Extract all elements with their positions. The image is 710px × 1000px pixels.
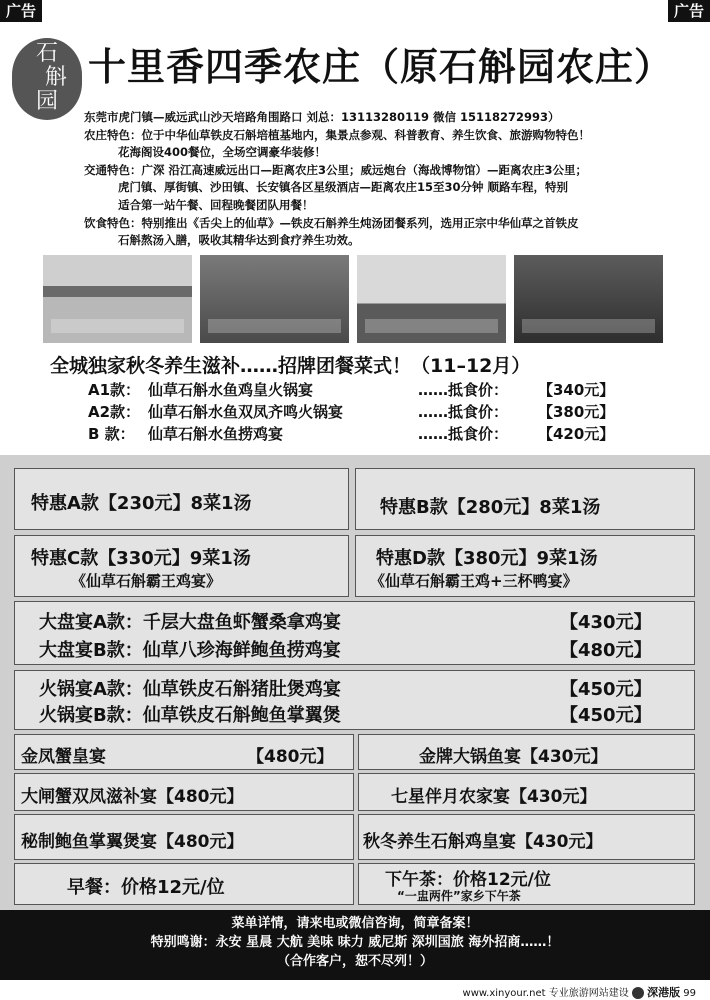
menu-title: 火锅宴B款：仙草铁皮石斛鲍鱼掌翼煲	[39, 705, 341, 726]
set-label: ……抵食价：	[418, 425, 509, 443]
ad-tag-right: 广告	[668, 0, 710, 22]
menu-subtitle: “一盅两件”家乡下午茶	[397, 889, 521, 903]
address: 东莞市虎门镇—威远武山沙天培路角围路口 刘总：13113280119 微信 15118272993）	[84, 110, 560, 124]
traffic-line: 交通特色：广深 沿江高速威远出口—距离农庄3公里；威远炮台（海战博物馆）—距离农庄3公里；	[84, 162, 588, 177]
menu-title: 特惠A款【230元】8菜1汤	[31, 493, 252, 514]
menu-tehui-b	[355, 468, 695, 530]
menu-jinpai	[358, 734, 695, 770]
traffic-line: 适合第一站午餐、回程晚餐团队用餐！	[118, 197, 314, 212]
set-menu-row	[88, 424, 614, 444]
food-line: 石斛熬汤入膳，吸收其精华达到食疗养生功效。	[118, 233, 360, 248]
menu-title: 金牌大锅鱼宴【430元】	[419, 747, 608, 767]
photo-lake-pavilion	[43, 255, 192, 343]
set-price: 【340元】	[538, 381, 615, 399]
menu-title: 大盘宴B款：仙草八珍海鲜鲍鱼捞鸡宴	[39, 640, 341, 661]
menu-subtitle: 《仙草石斛霸王鸡+三杯鸭宴》	[370, 572, 578, 590]
menu-title: 大盘宴A款：千层大盘鱼虾蟹桑拿鸡宴	[39, 612, 341, 633]
set-price: 【380元】	[538, 403, 615, 421]
page-title: 十里香四季农庄（原石斛园农庄）	[88, 45, 674, 89]
menu-title: 早餐：价格12元/位	[67, 877, 225, 898]
logo	[12, 38, 82, 120]
menu-title: 特惠C款【330元】9菜1汤	[31, 548, 251, 569]
farm-info	[84, 109, 694, 250]
menu-title: 大闸蟹双凤滋补宴【480元】	[21, 787, 244, 807]
logo-char: 斛	[44, 65, 67, 90]
page-number: 99	[683, 988, 696, 999]
menu-price: 【450元】	[560, 679, 652, 700]
logo-char: 石	[35, 41, 58, 66]
menu-title: 特惠B款【280元】8菜1汤	[380, 497, 601, 518]
menu-breakfast	[14, 863, 354, 905]
page-footer	[463, 984, 696, 1000]
photo-building-pond	[357, 255, 506, 343]
set-name: 仙草石斛水鱼双凤齐鸣火锅宴	[148, 403, 344, 421]
menu-price: 【430元】	[560, 612, 652, 633]
feature-line: 花海阁设400餐位，全场空调豪华装修！	[118, 145, 327, 160]
site-text: www.xinyour.net 专业旅游网站建设	[462, 988, 629, 999]
promo-headline: 全城独家秋冬养生滋补……招牌团餐菜式！（11–12月）	[50, 355, 531, 377]
menu-tehui-d	[355, 535, 695, 597]
feature-line: 农庄特色：位于中华仙草铁皮石斛培植基地内，集景点参观、科普教育、养生饮食、旅游购物特色！	[84, 127, 590, 142]
menu-qixing	[358, 773, 695, 811]
menu-title: 火锅宴A款：仙草铁皮石斛猪肚煲鸡宴	[39, 679, 341, 700]
set-menu-row	[88, 402, 614, 422]
menu-dazha	[14, 773, 354, 811]
menu-afternoon-tea	[358, 863, 695, 905]
logo-char: 园	[35, 89, 58, 114]
photo-banquet-hall	[514, 255, 663, 343]
set-name: 仙草石斛水鱼鸡皇火锅宴	[148, 381, 314, 399]
menu-subtitle: 《仙草石斛霸王鸡宴》	[71, 572, 222, 590]
footer-line: 特别鸣谢：永安 星晨 大航 美味 味力 威尼斯 深圳国旅 海外招商……！	[150, 935, 560, 950]
menu-price: 【480元】	[560, 640, 652, 661]
footer-banner	[0, 910, 710, 980]
brand-name: 深港版	[647, 986, 681, 999]
menu-price: 【480元】	[247, 747, 334, 767]
menu-title: 特惠D款【380元】9菜1汤	[376, 548, 598, 569]
ad-tag-left: 广告	[0, 0, 42, 22]
set-code: A2款：	[88, 403, 141, 421]
menu-title: 秋冬养生石斛鸡皇宴【430元】	[363, 832, 603, 852]
menu-dapan	[14, 601, 695, 665]
menu-tehui-a	[14, 468, 349, 530]
menu-title: 金凤蟹皇宴	[21, 747, 106, 767]
set-label: ……抵食价：	[418, 381, 509, 399]
set-code: A1款：	[88, 381, 141, 399]
footer-line: （合作客户，恕不尽列！）	[276, 954, 433, 969]
set-label: ……抵食价：	[418, 403, 509, 421]
photo-group-dining	[200, 255, 349, 343]
menu-title: 下午茶：价格12元/位	[385, 870, 551, 890]
menu-huoguo	[14, 670, 695, 730]
menu-title: 秘制鲍鱼掌翼煲宴【480元】	[21, 832, 244, 852]
menu-qiudong	[358, 814, 695, 860]
menu-price: 【450元】	[560, 705, 652, 726]
brand-icon	[632, 987, 644, 999]
set-price: 【420元】	[538, 425, 615, 443]
food-line: 饮食特色：特别推出《舌尖上的仙草》—铁皮石斛养生炖汤团餐系列，选用正宗中华仙草之首铁皮	[84, 215, 579, 230]
menu-jinfeng	[14, 734, 354, 770]
footer-line: 菜单详情，请来电或微信咨询，简章备案！	[231, 916, 479, 931]
menu-tehui-c	[14, 535, 349, 597]
set-name: 仙草石斛水鱼捞鸡宴	[148, 425, 284, 443]
set-menu-row	[88, 380, 614, 400]
menu-mizhi	[14, 814, 354, 860]
photo-strip	[43, 255, 663, 343]
menu-title: 七星伴月农家宴【430元】	[391, 787, 597, 807]
traffic-line: 虎门镇、厚街镇、沙田镇、长安镇各区星级酒店—距离农庄15至30分钟 顺路车程，特别	[118, 180, 569, 195]
set-code: B 款：	[88, 425, 135, 443]
